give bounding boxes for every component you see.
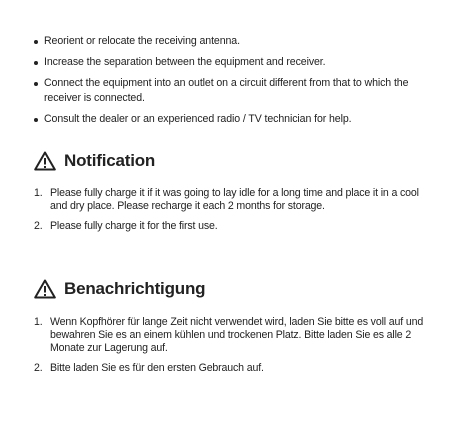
notification-list	[34, 187, 434, 240]
list-item: 1. Wenn Kopfhörer für lange Zeit nicht verwendet wird, laden Sie bitte es voll auf und bewahren Sie es an einem kühlen und trockenen Platz. Bitte laden Sie es alle 2 Monate zur Lagerung auf.	[34, 316, 424, 354]
list-item: 2. Bitte laden Sie es für den ersten Gebrauch auf.	[34, 362, 264, 374]
intro-bullet-list	[34, 34, 434, 133]
benachrichtigung-list	[34, 316, 434, 382]
bullet-item: Reorient or relocate the receiving antenna.	[34, 34, 434, 49]
bullet-item: Increase the separation between the equipment and receiver.	[34, 55, 434, 70]
bullet-dot-icon	[34, 61, 38, 65]
bullet-item: Connect the equipment into an outlet on a circuit different from that to which the receiver is connected.	[34, 76, 434, 106]
list-item: 2. Please fully charge it for the first use.	[34, 220, 218, 232]
bullet-dot-icon	[34, 40, 38, 44]
benachrichtigung-heading	[34, 279, 205, 299]
bullet-dot-icon	[34, 82, 38, 86]
benachrichtigung-title: Benachrichtigung	[64, 279, 206, 298]
list-item: 1. Please fully charge it if it was going to lay idle for a long time and place it in a cool and dry place. Please recharge it each 2 months for storage.	[34, 187, 419, 212]
warning-triangle-icon	[34, 279, 56, 299]
bullet-item: Consult the dealer or an experienced radio / TV technician for help.	[34, 112, 434, 127]
warning-triangle-icon	[34, 151, 56, 171]
notification-heading	[34, 151, 155, 171]
bullet-dot-icon	[34, 118, 38, 122]
notification-title: Notification	[64, 151, 156, 170]
